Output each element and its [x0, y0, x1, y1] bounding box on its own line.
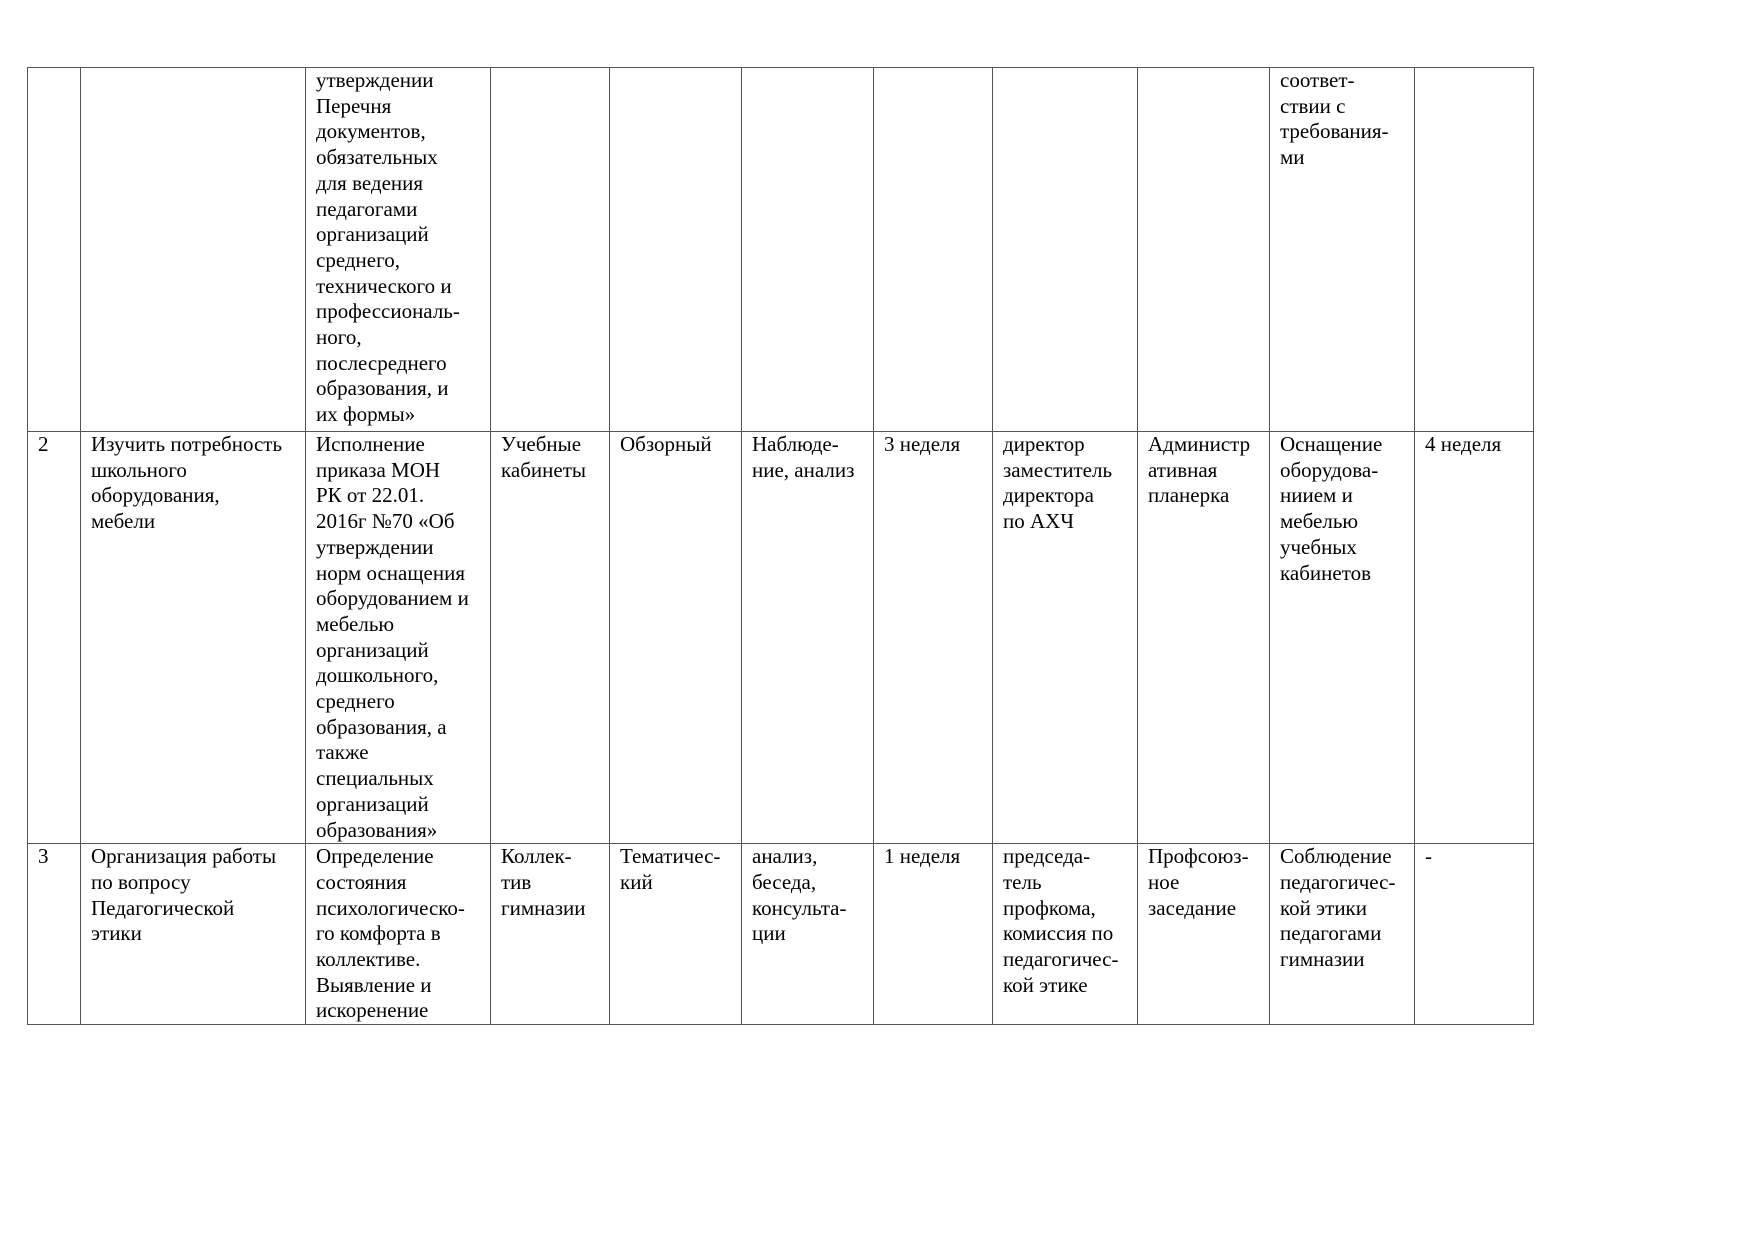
cell-review-place: [1138, 68, 1270, 432]
cell-methods: [742, 68, 874, 432]
cell-control-type: Обзорный: [610, 432, 742, 844]
cell-control-type: Тематичес- кий: [610, 844, 742, 1025]
cell-term: 3 неделя: [874, 432, 993, 844]
cell-methods: анализ, беседа, консульта- ции: [742, 844, 874, 1025]
cell-task: Организация работы по вопросу Педагогической этики: [81, 844, 306, 1025]
cell-object: [491, 68, 610, 432]
cell-task: Изучить потребность школьного оборудования, мебели: [81, 432, 306, 844]
cell-recheck: [1415, 68, 1534, 432]
cell-control-type: [610, 68, 742, 432]
cell-responsible: председа- тель профкома, комиссия по педагогичес- кой этике: [993, 844, 1138, 1025]
cell-recheck: 4 неделя: [1415, 432, 1534, 844]
table-row: [28, 68, 1534, 432]
cell-basis: утверждении Перечня документов, обязательных для ведения педагогами организаций среднего, технического и профессиональ- ного, послесреднего образования, и их формы»: [306, 68, 491, 432]
control-plan-table: [27, 67, 1534, 1025]
cell-term: [874, 68, 993, 432]
cell-result: соответ- ствии с требования- ми: [1270, 68, 1415, 432]
cell-methods: Наблюде- ние, анализ: [742, 432, 874, 844]
cell-result: Оснащение оборудова- ниием и мебелью учебных кабинетов: [1270, 432, 1415, 844]
cell-object: Коллек- тив гимназии: [491, 844, 610, 1025]
cell-number: 3: [28, 844, 81, 1025]
cell-responsible: [993, 68, 1138, 432]
cell-review-place: Администр ативная планерка: [1138, 432, 1270, 844]
cell-result: Соблюдение педагогичес- кой этики педагогами гимназии: [1270, 844, 1415, 1025]
cell-object: Учебные кабинеты: [491, 432, 610, 844]
cell-basis: Исполнение приказа МОН РК от 22.01. 2016г №70 «Об утверждении норм оснащения оборудованием и мебелью организаций дошкольного, среднего образования, а также специальных организаций образования»: [306, 432, 491, 844]
table-row: [28, 844, 1534, 1025]
cell-responsible: директор заместитель директора по АХЧ: [993, 432, 1138, 844]
cell-number: [28, 68, 81, 432]
document-page: [27, 67, 1534, 1025]
cell-recheck: -: [1415, 844, 1534, 1025]
cell-term: 1 неделя: [874, 844, 993, 1025]
cell-task: [81, 68, 306, 432]
cell-number: 2: [28, 432, 81, 844]
table-row: [28, 432, 1534, 844]
cell-basis: Определение состояния психологическо- го комфорта в коллективе. Выявление и искоренение: [306, 844, 491, 1025]
cell-review-place: Профсоюз- ное заседание: [1138, 844, 1270, 1025]
